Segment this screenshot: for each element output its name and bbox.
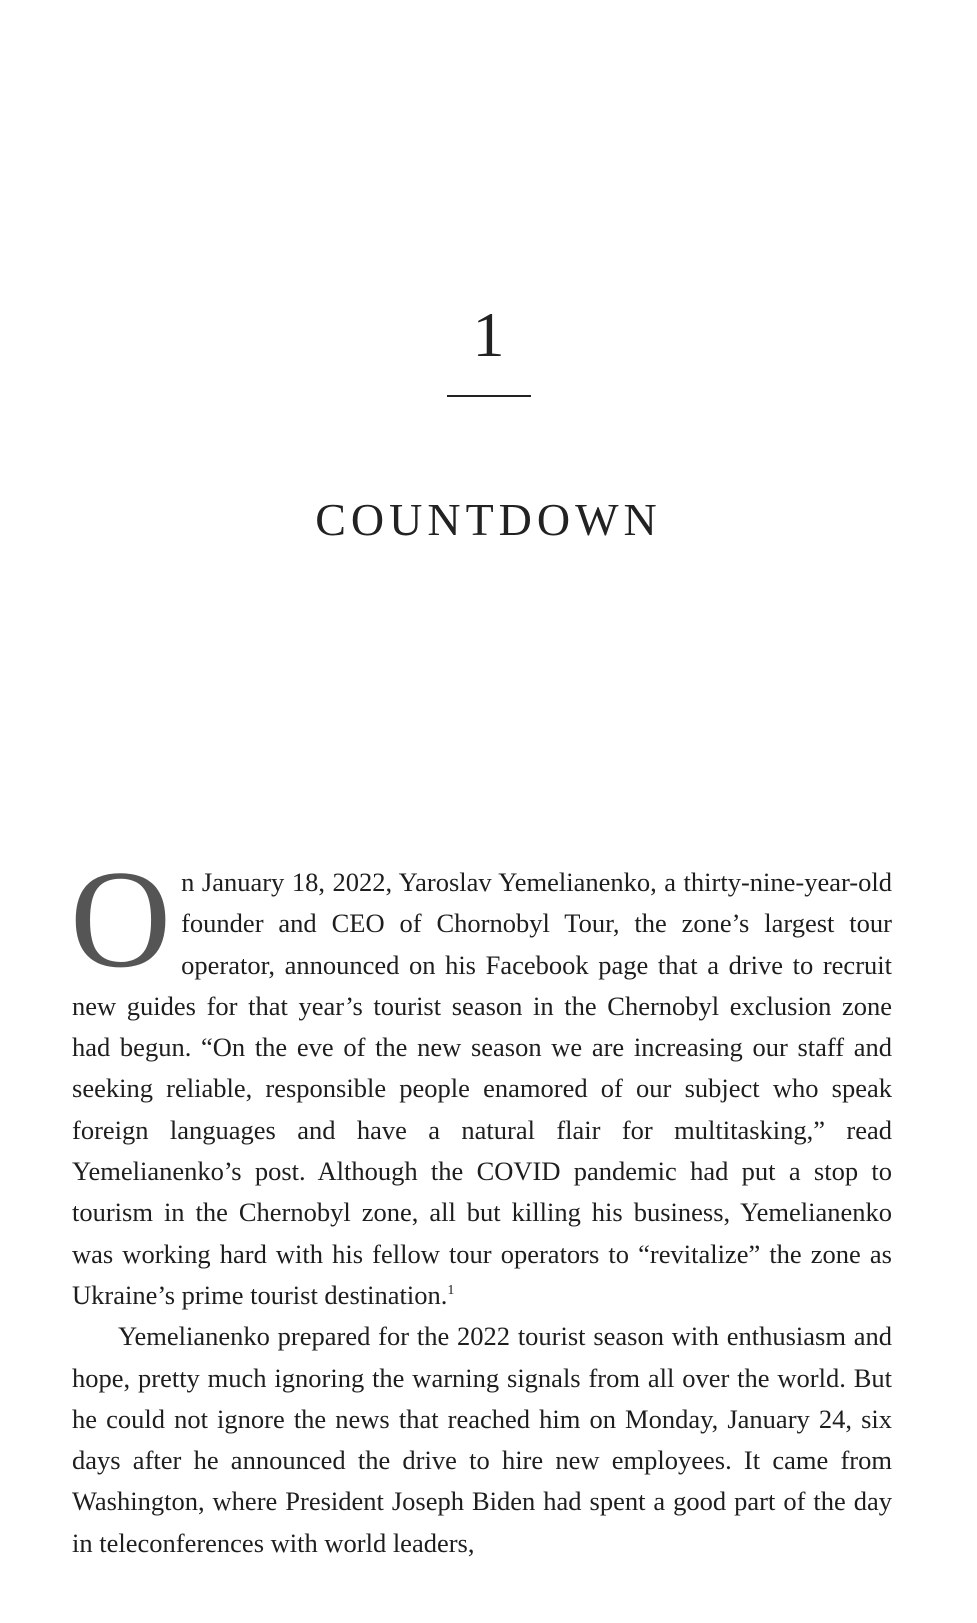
- drop-cap: O: [70, 842, 172, 997]
- footnote-ref: 1: [447, 1283, 455, 1299]
- paragraph-2: [72, 1316, 892, 1564]
- chapter-rule-divider: [447, 395, 531, 397]
- chapter-title: COUNTDOWN: [315, 494, 662, 545]
- body-text: [70, 842, 892, 1564]
- chapter-number: 1: [472, 299, 505, 370]
- paragraph-1-text: n January 18, 2022, Yaroslav Yemelianenko, a thirty-nine-year-old founder and CEO of Chornobyl Tour, the zone’s largest tour operator, announced on his Facebook page that a drive to recruit new guides for that year’s tourist season in the Chernobyl exclusion zone had begun. “On the eve of the new season we are increasing our staff and seeking reliable, responsible people enamored of our subject who speak foreign languages and have a natural flair for multitasking,” read Yemelianenko’s post. Although the COVID pandemic had put a stop to tourism in the Chernobyl zone, all but killing his business, Yemelianenko was working hard with his fellow tour operators to “revitalize” the zone as Ukraine’s prime tourist destination.: [72, 867, 892, 1310]
- paragraph-2-text: Yemelianenko prepared for the 2022 tourist season with enthusiasm and hope, pretty much ignoring the warning signals from all over the world. But he could not ignore the news that reached him on Monday, January 24, six days after he announced the drive to hire new employees. It came from Washington, where President Joseph Biden had spent a good part of the day in teleconferences with world leaders,: [72, 1321, 892, 1558]
- paragraph-1: [70, 842, 892, 1316]
